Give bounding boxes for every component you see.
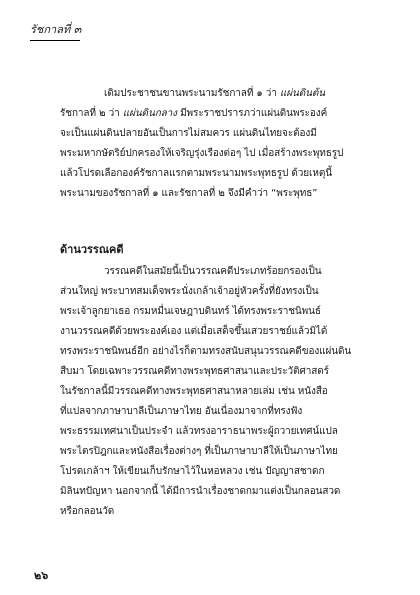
text-line: จะเป็นแผ่นดินปลายอันเป็นการไม่สมควร แผ่นดินไทยจะต้องมี <box>60 128 317 139</box>
text-line: สืบมา โดยเฉพาะวรรณคดีทางพระพุทธศาสนาและประวัติศาสตร์ <box>60 366 329 377</box>
text-line: แล้วโปรดเลือกองค์รัชกาลแรกตามพระนามพระพุทธรูป ด้วยเหตุนี้ <box>60 168 332 179</box>
text-line: พระธรรมเทศนาเป็นประจำ แล้วทรงอาราธนาพระผู้ถวายเทศน์แปล <box>60 426 338 437</box>
text-line: พระมหากษัตริย์ปกครองให้เจริญรุ่งเรืองต่อๆ ไป เมื่อสร้างพระพุทธรูป <box>60 148 344 159</box>
page-number: ๒๖ <box>34 569 49 582</box>
text-line: พระไตรปิฎกและหนังสือเรื่องต่างๆ ที่เป็นภาษาบาลีให้เป็นภาษาไทย <box>60 446 338 457</box>
text-line: ส่วนใหญ่ พระบาทสมเด็จพระนั่งเกล้าเจ้าอยู่หัวครั้งที่ยังทรงเป็น <box>60 286 319 297</box>
text-line: หรือกลอนวัด <box>60 506 115 517</box>
text-line: งานวรรณคดีด้วยพระองค์เอง แต่เมื่อเสด็จขึ้นเสวยราชย์แล้วมิได้ <box>60 326 328 337</box>
emphasis-text: แผ่นดินต้น <box>279 88 325 99</box>
text-segment: รัชกาลที่ ๒ ว่า <box>60 108 123 119</box>
text-line: โปรดเกล้าฯ ให้เขียนเก็บรักษาไว้ในหอหลวง เช่น ปัญญาสชาดก <box>60 466 325 477</box>
section-heading: ด้านวรรณคดี <box>60 243 124 256</box>
running-header: รัชกาลที่ ๓ <box>30 23 82 36</box>
paragraph-origin-of-phra-buddha <box>60 84 390 204</box>
emphasis-text: แผ่นดินกลาง <box>122 108 177 119</box>
text-line: พระนามของรัชกาลที่ ๑ และรัชกาลที่ ๒ จึงมีคำว่า “พระพุทธ” <box>60 188 318 199</box>
section-literature <box>60 240 390 260</box>
text-line <box>60 84 390 104</box>
text-line: ในรัชกาลนี้มีวรรณคดีทางพระพุทธศาสนาหลายเล่ม เช่น หนังสือ <box>60 386 328 397</box>
text-line: มิลินทปัญหา นอกจากนี้ ได้มีการนำเรื่องชาดกมาแต่งเป็นกลอนสวด <box>60 486 341 497</box>
header-divider <box>30 40 80 41</box>
text-line: ที่แปลจากภาษาบาลีเป็นภาษาไทย อันเนื่องมาจากที่ทรงฟัง <box>60 406 303 417</box>
paragraph-literature <box>60 262 390 522</box>
text-line <box>60 104 390 124</box>
text-line: ทรงพระราชนิพนธ์อีก อย่างไรก็ตามทรงสนับสนุนวรรณคดีของแผ่นดิน <box>60 346 352 357</box>
text-line: พระเจ้าลูกยาเธอ กรมหมื่นเจษฎาบดินทร์ ได้ทรงพระราชนิพนธ์ <box>60 306 321 317</box>
text-segment: มีพระราชปรารภว่าแผ่นดินพระองค์ <box>176 108 328 119</box>
text-segment: เดิมประชาชนขานพระนามรัชกาลที่ ๑ ว่า <box>104 88 280 99</box>
text-line: วรรณคดีในสมัยนี้เป็นวรรณคดีประเภทร้อยกรองเป็น <box>104 266 322 277</box>
